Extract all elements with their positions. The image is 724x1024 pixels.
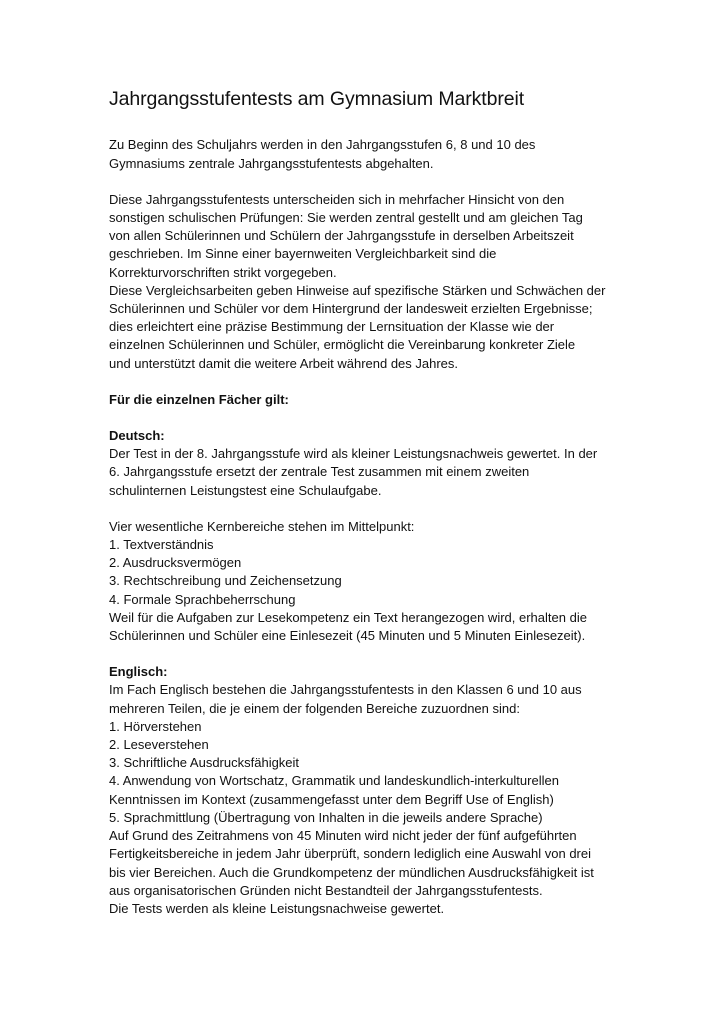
text-line: und unterstützt damit die weitere Arbeit während des Jahres. (109, 355, 459, 371)
deutsch-areas (109, 518, 649, 645)
text-line: Korrekturvorschriften strikt vorgegeben. (109, 264, 337, 280)
text-line: einzelnen Schülerinnen und Schüler, ermöglicht die Vereinbarung konkreter Ziele (109, 337, 576, 353)
text-line: aus organisatorischen Gründen nicht Bestandteil der Jahrgangsstufentests. (109, 882, 543, 898)
text-line: Weil für die Aufgaben zur Lesekompetenz ein Text herangezogen wird, erhalten die (109, 609, 587, 625)
list-item: 2. Leseverstehen (109, 737, 209, 753)
text-line: Gymnasiums zentrale Jahrgangsstufentests abgehalten. (109, 155, 434, 171)
areas-intro: Vier wesentliche Kernbereiche stehen im Mittelpunkt: (109, 518, 415, 534)
text-line: Schülerinnen und Schüler eine Einlesezeit (45 Minuten und 5 Minuten Einlesezeit). (109, 628, 586, 644)
text-line: geschrieben. Im Sinne einer bayernweiten Vergleichbarkeit sind die (109, 246, 497, 262)
document-page (109, 88, 649, 918)
deutsch-section (109, 427, 649, 500)
document-title: Jahrgangsstufentests am Gymnasium Marktbreit (109, 88, 525, 110)
intro-paragraph (109, 136, 649, 172)
list-item: 5. Sprachmittlung (Übertragung von Inhalten in die jeweils andere Sprache) (109, 809, 543, 825)
text-line: bis vier Bereichen. Auch die Grundkompetenz der mündlichen Ausdrucksfähigkeit ist (109, 864, 594, 880)
list-item: 1. Textverständnis (109, 537, 214, 553)
subjects-heading: Für die einzelnen Fächer gilt: (109, 391, 289, 407)
text-line: Die Tests werden als kleine Leistungsnachweise gewertet. (109, 900, 445, 916)
text-line: Zu Beginn des Schuljahrs werden in den Jahrgangsstufen 6, 8 und 10 des (109, 137, 536, 153)
englisch-section (109, 663, 649, 918)
description-paragraph (109, 191, 649, 373)
text-line: Schülerinnen und Schüler vor dem Hintergrund der landesweit erzielten Ergebnisse; (109, 301, 593, 317)
text-line: Auf Grund des Zeitrahmens von 45 Minuten wird nicht jeder der fünf aufgeführten (109, 828, 577, 844)
text-line: Diese Jahrgangsstufentests unterscheiden sich in mehrfacher Hinsicht von den (109, 191, 565, 207)
deutsch-heading: Deutsch: (109, 428, 165, 444)
text-line: Fertigkeitsbereiche in jedem Jahr überprüft, sondern lediglich eine Auswahl von drei (109, 846, 591, 862)
list-item: 3. Rechtschreibung und Zeichensetzung (109, 573, 342, 589)
text-line: schulinternen Leistungstest eine Schulaufgabe. (109, 482, 382, 498)
text-line: Im Fach Englisch bestehen die Jahrgangsstufentests in den Klassen 6 und 10 aus (109, 682, 582, 698)
list-item: 4. Formale Sprachbeherrschung (109, 591, 296, 607)
list-item: 2. Ausdrucksvermögen (109, 555, 242, 571)
text-line: dies erleichtert eine präzise Bestimmung der Lernsituation der Klasse wie der (109, 319, 555, 335)
list-item: 1. Hörverstehen (109, 718, 202, 734)
englisch-heading: Englisch: (109, 664, 168, 680)
text-line: von allen Schülerinnen und Schülern der Jahrgangsstufe in derselben Arbeitszeit (109, 228, 574, 244)
text-line: Diese Vergleichsarbeiten geben Hinweise auf spezifische Stärken und Schwächen der (109, 282, 606, 298)
list-item: 3. Schriftliche Ausdrucksfähigkeit (109, 755, 300, 771)
text-line: Kenntnissen im Kontext (zusammengefasst unter dem Begriff Use of English) (109, 791, 554, 807)
text-line: Der Test in der 8. Jahrgangsstufe wird als kleiner Leistungsnachweis gewertet. In der (109, 446, 598, 462)
text-line: mehreren Teilen, die je einem der folgenden Bereiche zuzuordnen sind: (109, 700, 520, 716)
text-line: 6. Jahrgangsstufe ersetzt der zentrale Test zusammen mit einem zweiten (109, 464, 530, 480)
list-item: 4. Anwendung von Wortschatz, Grammatik und landeskundlich-interkulturellen (109, 773, 559, 789)
text-line: sonstigen schulischen Prüfungen: Sie werden zentral gestellt und am gleichen Tag (109, 210, 583, 225)
